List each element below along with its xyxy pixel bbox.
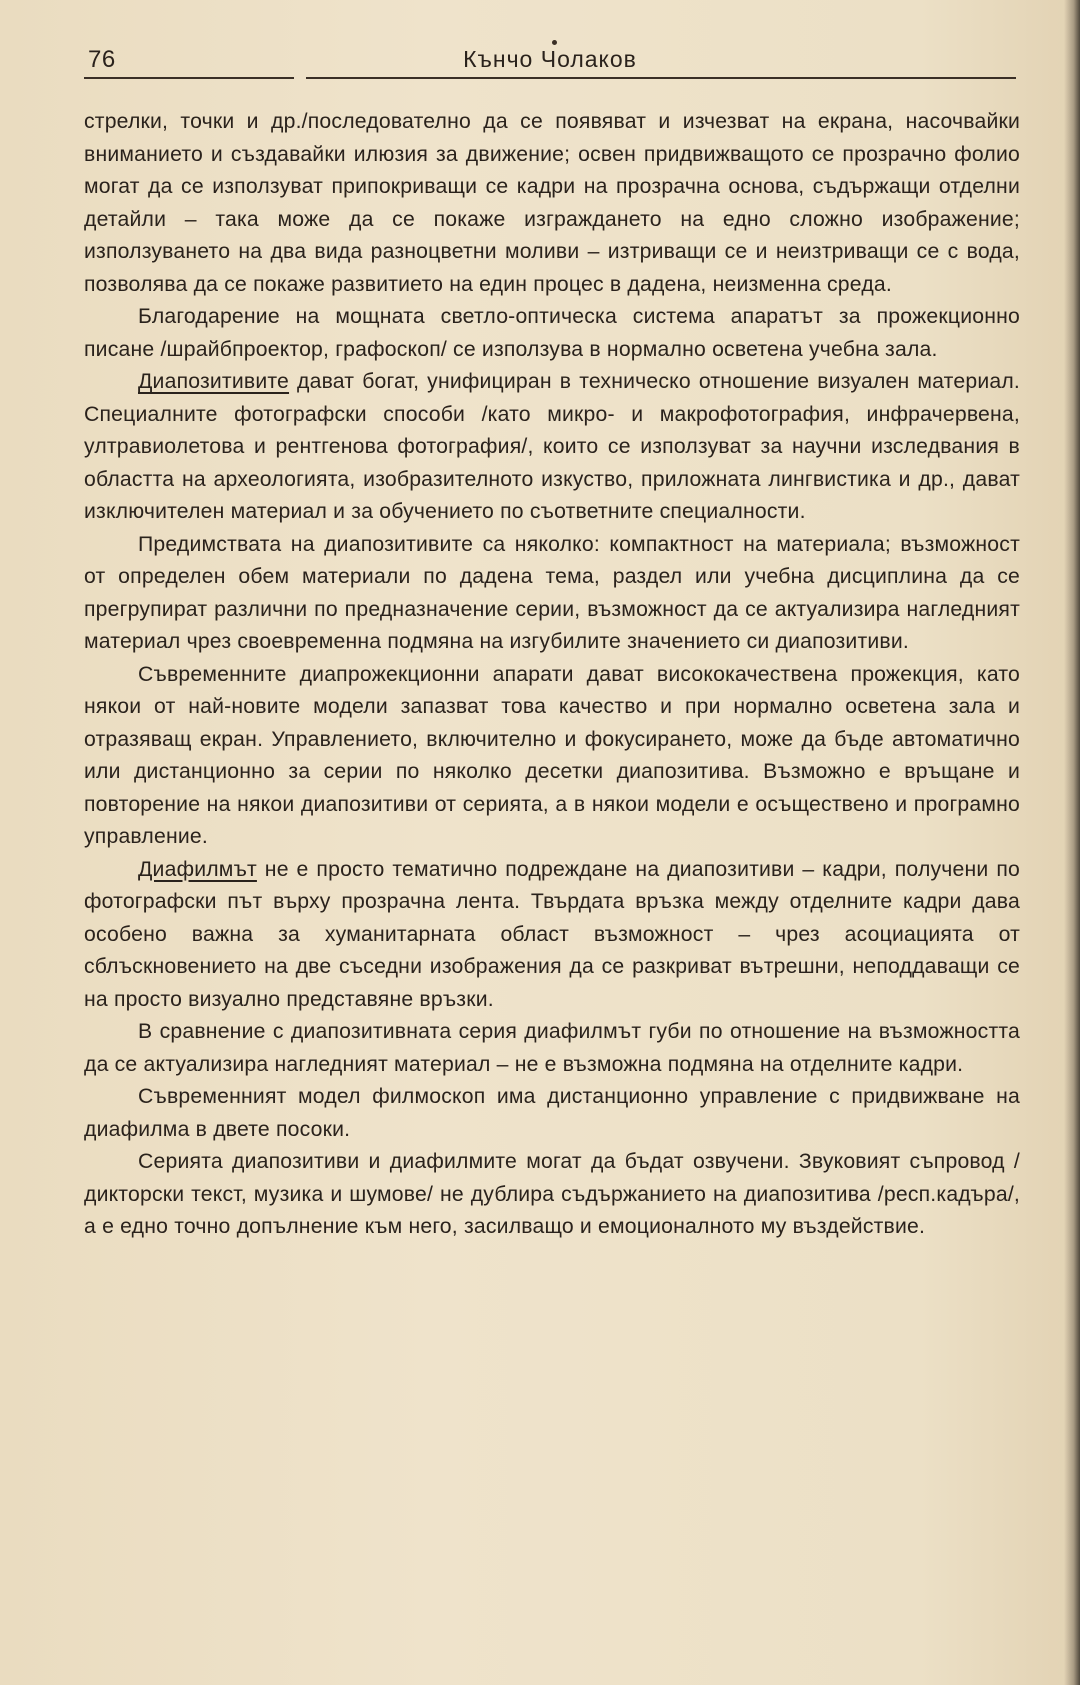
paragraph-3-text: дават богат, унифициран в техническо отношение визуален материал. Специалните фотографски способи /като микро- и макрофотография, инфрачервена, ултравиолетова и рентгенова фотография/, които се използуват за научни изследвания в областта на археологията, изобразителното изкуство, приложната лингвистика и др., дават изключителен материал и за обучението по съответните специалности. <box>84 370 1020 523</box>
body-text <box>84 106 1020 1244</box>
paragraph-6-text: не е просто тематично подреждане на диапозитиви – кадри, получени по фотографски път върху прозрачна лента. Твърдата връзка между отделните кадри дава особено важна за хуманитарната област възможност – чрез асоциацията от сблъскновението на две съседни изображения да се разкриват вътрешни, неподдаващи се на просто визуално представяне връзки. <box>84 857 1020 1011</box>
header-rule-left <box>84 77 294 79</box>
paragraph-6 <box>84 854 1020 1017</box>
page-number: 76 <box>88 46 116 73</box>
paragraph-8 <box>84 1081 1020 1146</box>
paragraph-7-text: В сравнение с диапозитивната серия диафилмът губи по отношение на възможността да се актуализира нагледният материал – не е възможна подмяна на отделните кадри. <box>84 1020 1020 1076</box>
paragraph-9 <box>84 1146 1020 1244</box>
paragraph-3 <box>84 366 1020 529</box>
paragraph-4-text: Предимствата на диапозитивите са няколко: компактност на материала; възможност от определен обем материали по дадена тема, раздел или учебна дисциплина да се прегрупират различни по предназначение серии, възможност да се актуализира нагледният материал чрез своевременна подмяна на изгубилите значението си диапозитиви. <box>84 532 1020 653</box>
paragraph-4 <box>84 529 1020 659</box>
page-header <box>84 40 1016 80</box>
paragraph-1-text: стрелки, точки и др./последователно да се появяват и изчезват на екрана, насочвайки вниманието и създавайки илюзия за движение; освен придвижващото се прозрачно фолио могат да се използуват припокриващи се кадри на прозрачна основа, съдържащи отделни детайли – така може да се покаже изграждането на едно сложно изображение; използуването на два вида разноцветни моливи – изтриващи се и неизтриващи се с вода, позволява да се покаже развитието на един процес в дадена, неизменна среда. <box>84 110 1020 296</box>
paragraph-2 <box>84 301 1020 366</box>
term-diafilmat: Диафилмът <box>138 857 257 881</box>
paragraph-7 <box>84 1016 1020 1081</box>
paragraph-1 <box>84 106 1020 301</box>
paragraph-9-text: Серията диапозитиви и диафилмите могат да бъдат озвучени. Звуковият съпровод /дикторски текст, музика и шумове/ не дублира съдържанието на диапозитива /респ.кадъра/, а е едно точно допълнение към него, засилващо и емоционалното му въздействие. <box>84 1150 1020 1238</box>
paragraph-5 <box>84 659 1020 854</box>
paragraph-8-text: Съвременният модел филмоскоп има дистанционно управление с придвижване на диафилма в двете посоки. <box>84 1085 1020 1141</box>
running-title: Кънчо Чолаков <box>463 46 637 72</box>
header-dot <box>552 40 557 45</box>
paragraph-5-text: Съвременните диапрожекционни апарати дават висококачествена прожекция, като някои от най-новите модели запазват това качество и при нормално осветена зала и отразяващ екран. Управлението, включително и фокусирането, може да бъде автоматично или дистанционно за серии по няколко десетки диапозитива. Възможно е връщане и повторение на някои диапозитиви от серията, а в някои модели е осъществено и програмно управление. <box>84 662 1020 848</box>
header-rule-right <box>306 77 1016 79</box>
term-diapozitivite: Диапозитивите <box>138 370 290 393</box>
page-edge-shadow <box>1064 0 1080 1685</box>
paragraph-2-text: Благодарение на мощната светло-оптическа система апаратът за прожекционно писане /шрайбпроектор, графоскоп/ се използува в нормално осветена учебна зала. <box>84 305 1020 361</box>
